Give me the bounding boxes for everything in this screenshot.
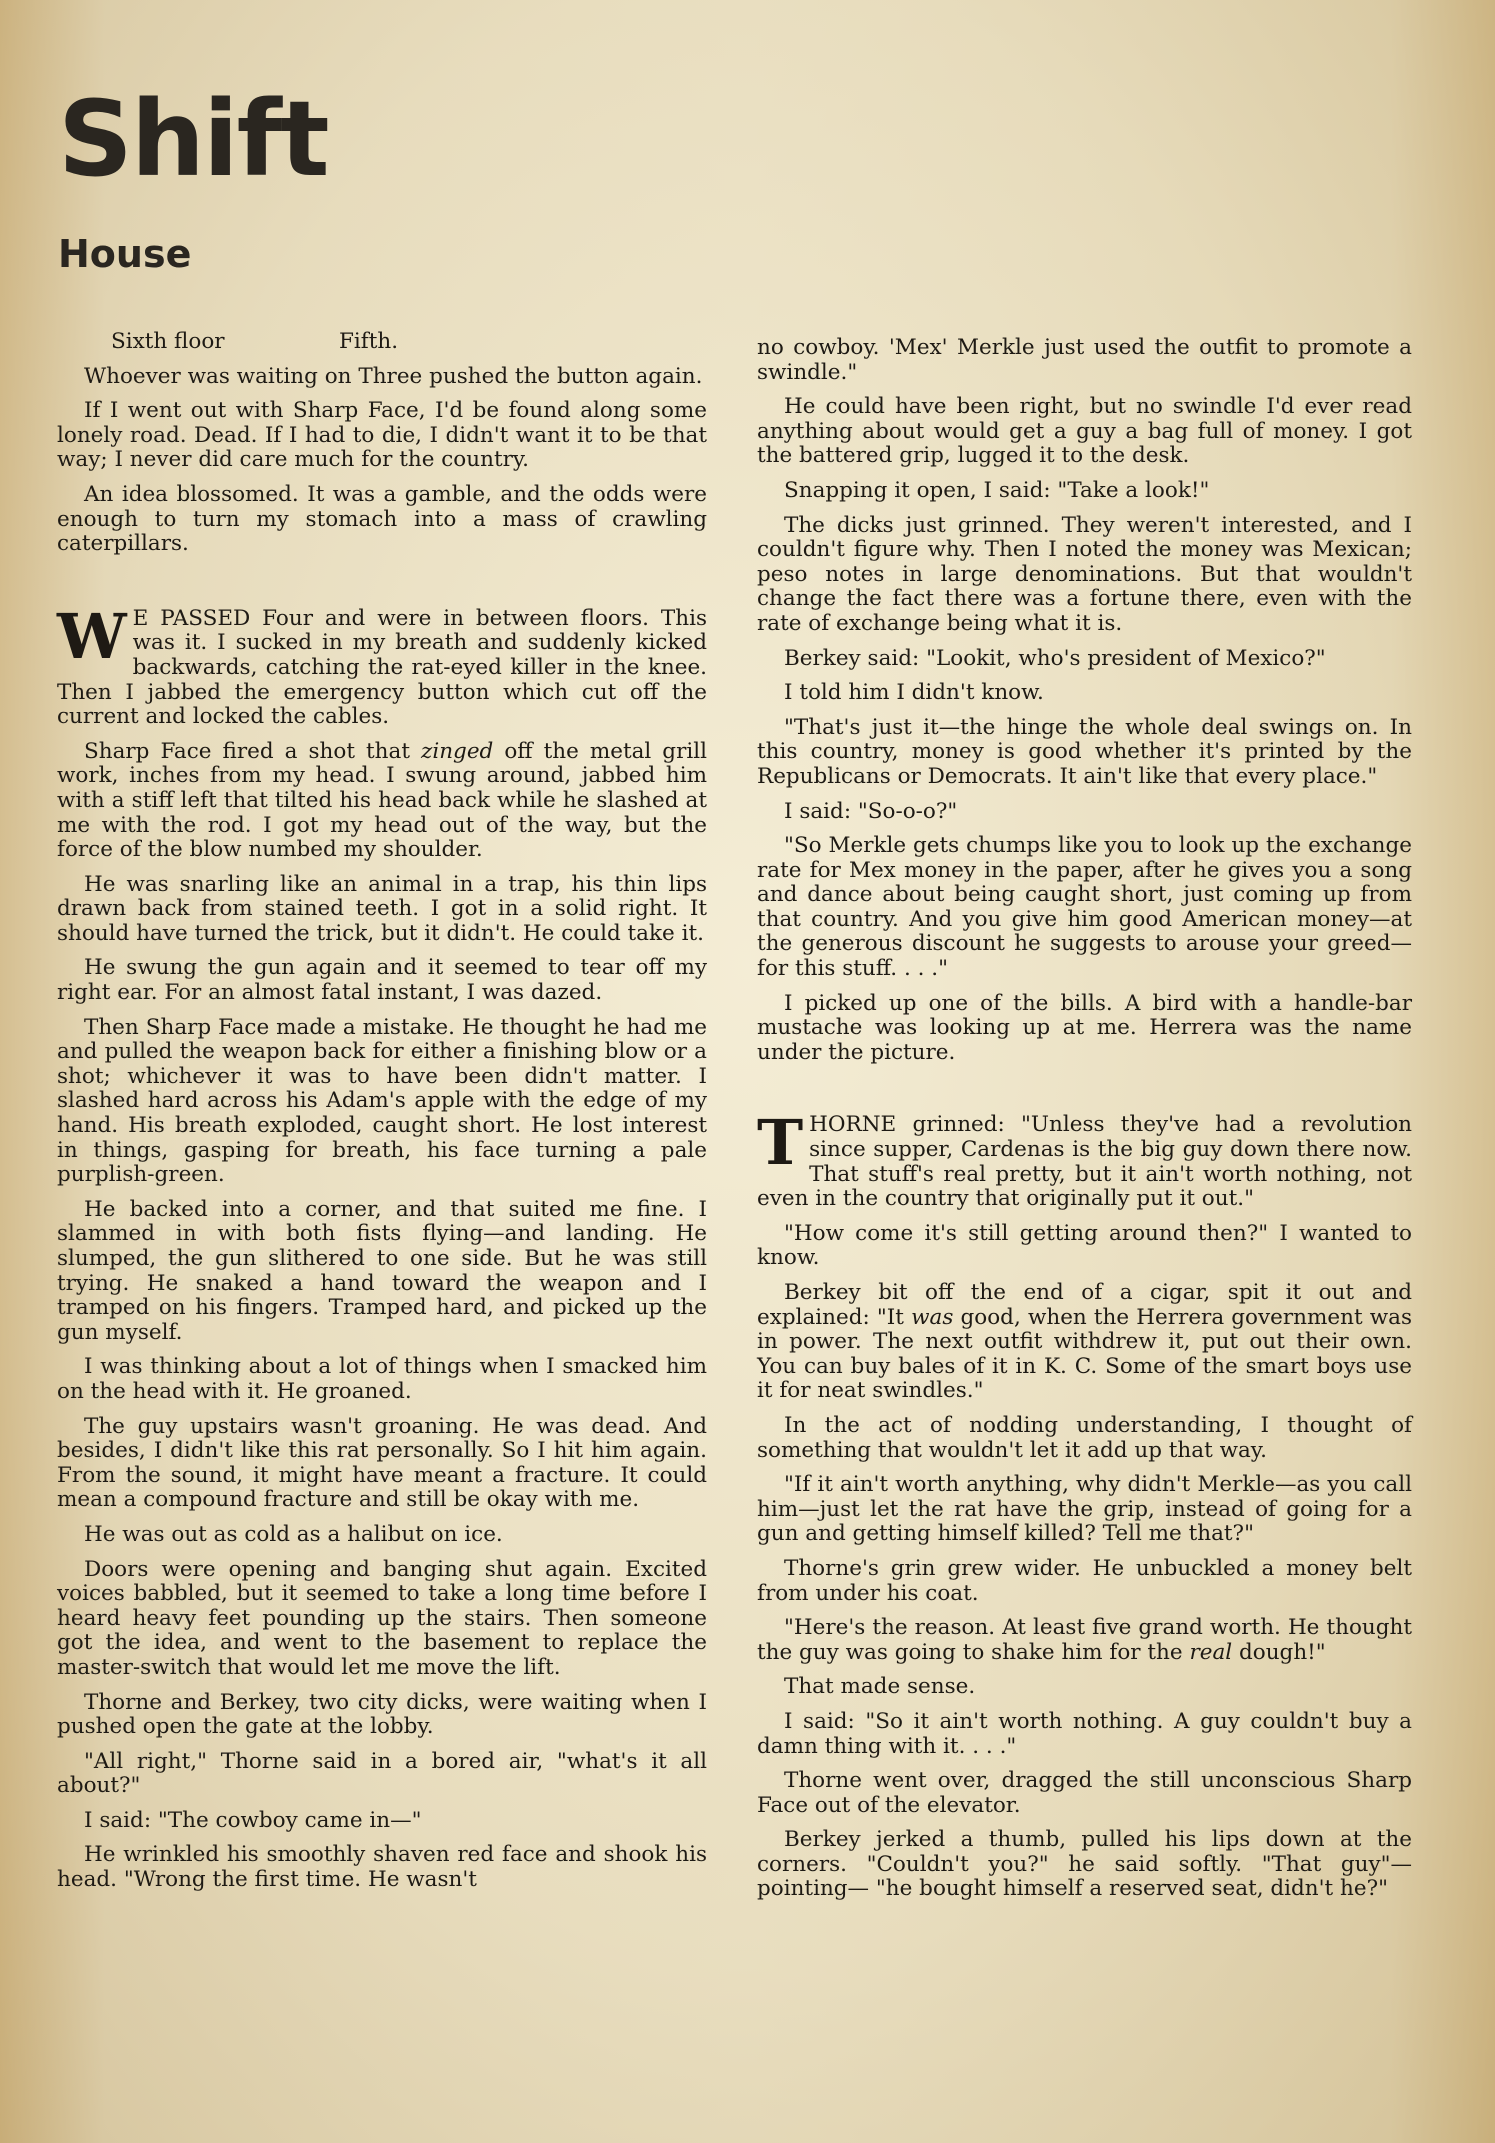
paragraph: He wrinkled his smoothly shaven red face and shook his head. "Wrong the first time. He wasn't <box>57 1842 707 1893</box>
emphasis: was <box>911 1304 954 1330</box>
paragraph: He could have been right, but no swindle I'd ever read anything about would get a guy a bag full of money. I got the battered grip, lugged it to the desk. <box>757 394 1412 469</box>
story-title: Shift <box>58 78 328 200</box>
paragraph: I said: "The cowboy came in—" <box>84 1807 422 1833</box>
paragraph <box>57 740 707 863</box>
paragraph: "All right," Thorne said in a bored air, "what's it all about?" <box>57 1748 707 1799</box>
paragraph: I was thinking about a lot of things when I smacked him on the head with it. He groaned. <box>57 1354 707 1404</box>
paragraph-text: Sharp Face fired a shot that <box>84 738 421 764</box>
paragraph: I picked up one of the bills. A bird with a handle-bar mustache was looking up at me. Herrera was the name under the picture. <box>757 990 1412 1065</box>
paragraph: If I went out with Sharp Face, I'd be found along some lonely road. Dead. If I had to die, I didn't want it to be that way; I never did care much for the country. <box>57 398 707 473</box>
paragraph: The guy upstairs wasn't groaning. He was dead. And besides, I didn't like this rat personally. So I hit him again. From the sound, it might have meant a fracture. It could mean a compound fracture and still be okay with me. <box>57 1413 707 1513</box>
paragraph: "So Merkle gets chumps like you to look up the exchange rate for Mex money in the paper, after he gives you a song and dance about being caught short, just coming up from that country. And you give him good American money—at the generous discount he suggests to arouse your greed—for this stuff. . . ." <box>757 833 1412 982</box>
paragraph: He swung the gun again and it seemed to tear off my right ear. For an almost fatal instant, I was dazed. <box>57 955 707 1006</box>
paragraph-text: dough!" <box>1232 1639 1326 1665</box>
paragraph-text: Berkey bit off the end of a cigar, spit it out and explained: "It <box>757 1280 1412 1330</box>
paragraph-dropcap <box>57 599 707 730</box>
paragraph: "If it ain't worth anything, why didn't Merkle—as you call him—just let the rat have the grip, instead of going for a gun and getting himself killed? Tell me that?" <box>757 1472 1412 1547</box>
paragraph: Then Sharp Face made a mistake. He thought he had me and pulled the weapon back for either a finishing blow or a shot; whichever it was to have been didn't matter. I slashed hard across his Adam's apple with the edge of my hand. His breath exploded, caught short. He lost interest in things, gasping for breath, his face turning a pale purplish-green. <box>57 1014 707 1188</box>
paragraph-text: "Here's the reason. At least five grand worth. He thought the guy was going to shake him for the <box>757 1615 1412 1665</box>
story-subtitle: House <box>58 232 192 276</box>
paragraph: no cowboy. 'Mex' Merkle just used the outfit to promote a swindle." <box>757 335 1412 385</box>
emphasis: zinged <box>421 738 494 764</box>
right-column <box>757 336 1412 1912</box>
floor-sixth: Sixth floor <box>111 329 225 354</box>
paragraph-text: good, when the Herrera government was in power. The next outfit withdrew it, put out their own. You can buy bales of it in K. C. Some of the smart boys use it for neat swindles." <box>757 1304 1413 1404</box>
paragraph: An idea blossomed. It was a gamble, and the odds were enough to turn my stomach into a mass of crawling caterpillars. <box>57 481 707 557</box>
paragraph <box>757 1281 1412 1404</box>
paragraph: He was out as cold as a halibut on ice. <box>84 1521 503 1547</box>
paragraph: Whoever was waiting on Three pushed the button again. <box>84 363 703 389</box>
paragraph: Doors were opening and banging shut again. Excited voices babbled, but it seemed to take a long time before I heard heavy feet pounding up the stairs. Then someone got the idea, and went to the basement to replace the master-switch that would let me move the lift. <box>57 1556 707 1680</box>
paragraph: In the act of nodding understanding, I thought of something that wouldn't let it add up that way. <box>757 1412 1412 1463</box>
paragraph: Thorne's grin grew wider. He unbuckled a money belt from under his coat. <box>757 1555 1412 1606</box>
paragraph <box>757 1616 1412 1665</box>
paragraph: Berkey said: "Lookit, who's president of Mexico?" <box>784 645 1326 671</box>
drop-cap: T <box>757 1106 804 1180</box>
drop-cap: W <box>57 599 127 673</box>
paragraph: That made sense. <box>784 1674 976 1700</box>
paragraph: I said: "So-o-o?" <box>784 798 958 824</box>
paragraph: "That's just it—the hinge the whole deal swings on. In this country, money is good whether it's printed by the Republicans or Democrats. It ain't like that every place." <box>757 714 1412 789</box>
paragraph: "How come it's still getting around then?" I wanted to know. <box>757 1220 1412 1271</box>
paragraph: I told him I didn't know. <box>784 680 1044 706</box>
paragraph: Thorne and Berkey, two city dicks, were waiting when I pushed open the gate at the lobby. <box>57 1689 707 1740</box>
emphasis: real <box>1189 1639 1233 1665</box>
left-column <box>57 330 707 1903</box>
paragraph: He was snarling like an animal in a trap, his thin lips drawn back from stained teeth. I got in a solid right. It should have turned the trick, but it didn't. He could take it. <box>57 871 707 946</box>
paragraph: He backed into a corner, and that suited me fine. I slammed in with both fists flying—and landing. He slumped, the gun slithered to one side. But he was still trying. He snaked a hand toward the weapon and I tramped on his fingers. Tramped hard, and picked up the gun myself. <box>57 1196 707 1345</box>
paragraph: Thorne went over, dragged the still unconscious Sharp Face out of the elevator. <box>757 1768 1412 1818</box>
paragraph: Berkey jerked a thumb, pulled his lips down at the corners. "Couldn't you?" he said softly. "That guy"—pointing— "he bought himself a reserved seat, didn't he?" <box>757 1827 1412 1902</box>
paragraph: The dicks just grinned. They weren't interested, and I couldn't figure why. Then I noted the money was Mexican; peso notes in large denominations. But that wouldn't change the fact there was a fortune there, even with the rate of exchange being what it is. <box>757 512 1412 636</box>
paragraph-dropcap <box>757 1106 1412 1212</box>
paragraph-text: off the metal grill work, inches from my head. I swung around, jabbed him with a stiff left that tilted his head back while he slashed at me with the rod. I got my head out of the way, but the force of the blow numbed my shoulder. <box>57 738 707 863</box>
paragraph-text: HORNE grinned: "Unless they've had a revolution since supper, Cardenas is the big guy down there now. That stuff's real pretty, but it ain't worth nothing, not even in the country that originally put it out." <box>757 1112 1412 1212</box>
floor-line <box>57 330 707 355</box>
paragraph: Snapping it open, I said: "Take a look!" <box>784 477 1210 503</box>
paragraph: I said: "So it ain't worth nothing. A guy couldn't buy a damn thing with it. . . ." <box>757 1708 1412 1759</box>
floor-fifth: Fifth. <box>339 329 399 354</box>
paragraph-text: E PASSED Four and were in between floors. This was it. I sucked in my breath and suddenly kicked backwards, catching the rat-eyed killer in the knee. Then I jabbed the emergency button which cut off the current and locked the cables. <box>57 605 707 730</box>
